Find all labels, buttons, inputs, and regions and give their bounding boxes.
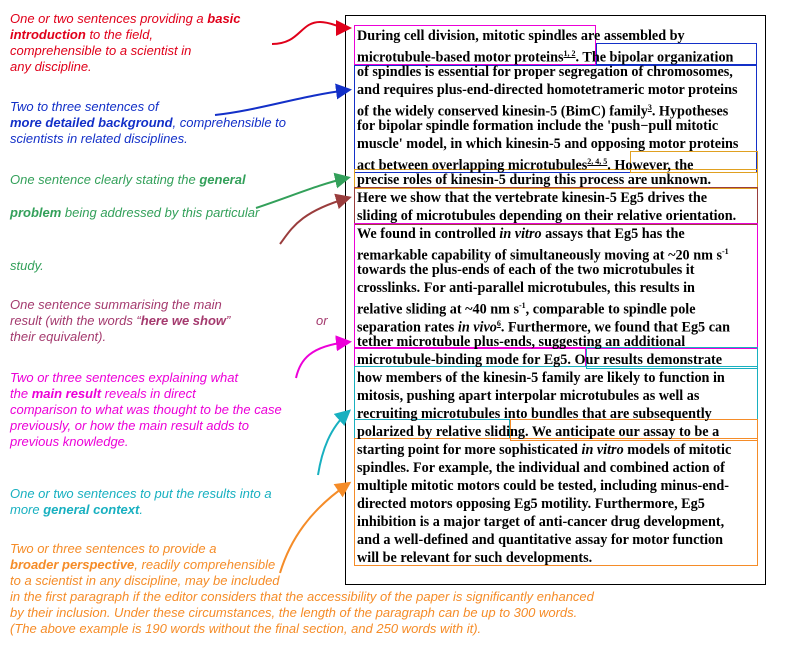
abstract-line: of spindles is essential for proper segregation of chromosomes, [357,64,733,80]
annotation-text: or [316,313,328,328]
abstract-text: assays that Eg5 has the [541,226,685,242]
annotation-text: , comprehensible to [172,115,286,130]
annotation-text: One sentence summarising the main [10,297,222,312]
abstract-text: separation rates [357,319,458,336]
abstract-line: During cell division, mitotic spindles are assembled by [357,28,685,44]
annotation-keyword: general [199,172,246,187]
annotation-text: any discipline. [10,59,92,74]
abstract-text: microtubule-based motor proteins [357,49,564,66]
annotation-text: One sentence clearly stating the [10,172,200,187]
annotation-text: by their inclusion. Under these circumstances, the length of the paragraph can be up to 300 words. [10,605,578,620]
abstract-text: We anticipate our assay to be a [528,424,720,440]
arrow-main-result [296,342,348,378]
abstract-text: . However, the [607,157,694,174]
annotation-text: One or two sentences to put the results into a [10,486,272,501]
abstract-line: tether microtubule plus-ends, suggesting an additional [357,334,686,350]
abstract-line: inhibition is a major target of anti-cancer drug development, [357,514,725,530]
annotation-keyword: introduction [10,27,86,42]
abstract-text: remarkable capability of simultaneously moving at ~20 nm s [357,247,722,264]
annotation-text: previous knowledge. [10,434,129,449]
annotation-keyword: problem [10,205,62,220]
abstract-line: mitosis, pushing apart interpolar microtubules as well as [357,388,700,404]
annotation-text: reveals in direct [101,386,196,401]
citation: 3 [647,103,652,112]
annotation-text: comparison to what was thought to be the case [10,402,282,417]
annotation-text: result (with the words “ [10,313,141,328]
abstract-line: sliding of microtubules depending on their relative orientation. [357,208,737,224]
arrow-general-context [318,412,348,475]
annotation-text: One or two sentences providing a [10,11,208,26]
abstract-line: will be relevant for such developments. [357,550,593,566]
abstract-text: of the widely conserved kinesin-5 (BimC) family [357,103,648,120]
citation: 2, 4, 5 [587,157,608,166]
annotation-text: , readily comprehensible [134,557,276,572]
abstract-text: models of mitotic [623,442,732,458]
annotation-text: Two or three sentences explaining what [10,370,239,385]
abstract-italic: in vitro [581,442,624,458]
abstract-line: and a well-defined and quantitative assay for motor function [357,532,724,548]
annotation-text: scientists in related disciplines. [10,131,188,146]
abstract-line: towards the plus-ends of each of the two microtubules it [357,262,695,278]
citation: 1, 2 [563,49,576,58]
annotation-text: their equivalent). [10,329,107,344]
annotation-text: ” [226,313,231,328]
abstract-italic: in vitro [499,226,542,242]
abstract-text: polarized by relative sliding. [357,424,529,440]
unit-exponent: -1 [721,247,729,256]
annotation-keyword: basic [207,11,241,26]
abstract-italic: in vivo [457,319,497,336]
abstract-text: . Hypotheses [651,103,729,120]
abstract-text: microtubule-binding mode for Eg5. [357,352,571,368]
abstract-text: relative sliding at ~40 nm s [357,301,519,318]
annotation-text: the [10,386,32,401]
abstract-text: act between overlapping microtubules [357,157,588,174]
abstract-text: , comparable to spindle pole [525,301,696,318]
annotation-text: previously, or how the main result adds to [10,418,249,433]
arrow-broader-perspective [280,484,348,573]
abstract-text: starting point for more sophisticated [357,442,582,458]
annotation-keyword: more detailed background [10,115,173,130]
annotation-text: more [10,502,44,517]
annotation-text: being addressed by this particular [61,205,260,220]
annotation-text: Two to three sentences of [10,99,159,114]
abstract-line: spindles. For example, the individual and combined action of [357,460,725,476]
annotation-text: (The above example is 190 words without the final section, and 250 words with it). [10,621,482,636]
annotation-text: Two or three sentences to provide a [10,541,217,556]
annotation-keyword: general context [43,502,140,517]
abstract-line: Here we show that the vertebrate kinesin-5 Eg5 drives the [357,190,708,206]
abstract-line: how members of the kinesin-5 family are likely to function in [357,370,725,386]
citation: 6 [496,319,501,328]
annotation-text: . [139,502,143,517]
annotation-text: to a scientist in any discipline, may be included [10,573,280,588]
abstract-line: precise roles of kinesin-5 during this process are unknown. [357,172,712,188]
annotation-keyword: main result [31,386,102,401]
abstract-line: for bipolar spindle formation include the 'push−pull mitotic [357,118,719,134]
annotation-text: in the first paragraph if the editor considers that the accessibility of the paper is significantly enhanced [10,589,594,604]
annotation-text: study. [10,258,44,273]
abstract-line: crosslinks. For anti-parallel microtubules, this results in [357,280,695,296]
annotation-text: comprehensible to a scientist in [10,43,192,58]
abstract-text: Our results demonstrate [570,352,723,368]
annotation-text: to the field, [85,27,154,42]
abstract-text: . The bipolar organization [575,49,734,66]
abstract-line: and requires plus-end-directed homotetrameric motor proteins [357,82,738,98]
annotation-keyword: here we show [140,313,227,328]
abstract-line: directed motors opposing Eg5 motility. Furthermore, Eg5 [357,496,705,512]
abstract-line: muscle' model, in which kinesin-5 and opposing motor proteins [357,136,739,152]
abstract-text: We found in controlled [357,226,500,242]
abstract-text: . Furthermore, we found that Eg5 can [500,319,730,336]
arrow-background [215,90,348,115]
annotation-keyword: broader perspective [10,557,135,572]
abstract-line: recruiting microtubules into bundles that are subsequently [357,406,712,422]
unit-exponent: -1 [519,301,526,310]
arrow-here-we-show [280,198,348,244]
abstract-line: multiple mitotic motors could be tested, including minus-end- [357,478,730,494]
arrow-basic-introduction [272,22,348,44]
